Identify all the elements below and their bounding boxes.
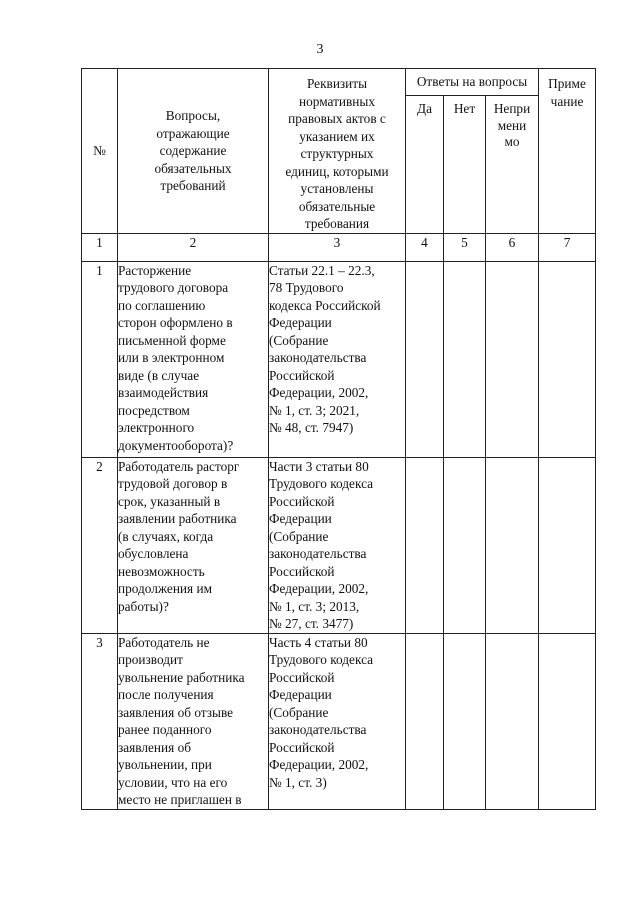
requisites-line: (Собрание: [269, 704, 329, 720]
requisites-cell: [269, 633, 406, 809]
question-line: по соглашению: [118, 297, 206, 313]
question-line: сторон оформлено в: [118, 315, 233, 330]
question-line: виде (в случае: [118, 367, 200, 383]
answer-yes-cell[interactable]: [406, 457, 444, 633]
requisites-line: Российской: [269, 493, 335, 509]
header-requisites-line: требования: [304, 216, 370, 231]
header-questions: [118, 69, 269, 234]
answer-yes-cell[interactable]: [406, 261, 444, 457]
question-line: место не приглашен в: [118, 792, 242, 807]
header-requisites-line: обязательные: [298, 198, 376, 214]
requisites-line: № 27, ст. 3477): [269, 616, 354, 631]
question-line: заявления об отзыве: [118, 704, 234, 720]
question-line: производит: [118, 652, 183, 667]
note-cell[interactable]: [539, 457, 596, 633]
column-index-cell: 7: [539, 233, 596, 261]
question-line: заявления об: [118, 739, 191, 755]
question-line: после получения: [118, 687, 214, 702]
row-number: 3: [82, 633, 118, 809]
requisites-line: Федерации: [269, 315, 332, 330]
header-na-line: Непри: [493, 101, 531, 116]
answer-no-cell[interactable]: [444, 633, 486, 809]
answer-na-cell[interactable]: [486, 633, 539, 809]
question-line: письменной форме: [118, 332, 226, 348]
question-line: Расторжение: [118, 262, 192, 278]
requisites-cell: [269, 261, 406, 457]
question-line: продолжения им: [118, 581, 213, 596]
header-requisites-line: указанием их: [299, 128, 375, 144]
requisites-line: Части 3 статьи 80: [269, 458, 369, 474]
header-yes: Да: [406, 96, 444, 234]
header-not-applicable: [486, 96, 539, 234]
header-na-line: мо: [504, 134, 520, 149]
question-cell: [118, 457, 269, 633]
header-note: [539, 69, 596, 234]
column-index-row: [82, 233, 596, 261]
requisites-line: № 48, ст. 7947): [269, 420, 354, 435]
requisites-line: Российской: [269, 367, 335, 383]
question-line: Работодатель не: [118, 634, 210, 650]
question-line: невозможность: [118, 563, 205, 579]
column-index-cell: 5: [444, 233, 486, 261]
answer-na-cell[interactable]: [486, 457, 539, 633]
requisites-line: Трудового кодекса: [269, 476, 374, 491]
requisites-line: Российской: [269, 563, 335, 579]
column-index-cell: 6: [486, 233, 539, 261]
question-line: Работодатель расторг: [118, 458, 240, 474]
row-number: 2: [82, 457, 118, 633]
question-line: трудового договора: [118, 280, 229, 295]
table-row: [82, 457, 596, 633]
requisites-line: Федерации, 2002,: [269, 581, 369, 596]
requisites-line: 78 Трудового: [269, 280, 344, 295]
question-line: ранее поданного: [118, 722, 212, 737]
requisites-line: Часть 4 статьи 80: [269, 634, 368, 650]
header-num: №: [82, 69, 118, 234]
question-line: увольнение работника: [118, 669, 245, 685]
question-line: или в электронном: [118, 350, 225, 365]
header-note-line: Приме: [548, 76, 586, 91]
answer-na-cell[interactable]: [486, 261, 539, 457]
table-row: [82, 261, 596, 457]
answer-no-cell[interactable]: [444, 261, 486, 457]
requisites-line: № 1, ст. 3; 2021,: [269, 402, 360, 418]
question-line: трудовой договор в: [118, 476, 228, 491]
requisites-line: законодательства: [269, 350, 367, 365]
question-line: обусловлена: [118, 546, 189, 561]
column-index-cell: 1: [82, 233, 118, 261]
header-requisites-line: правовых актов с: [288, 111, 386, 126]
question-line: работы)?: [118, 598, 169, 614]
row-number: 1: [82, 261, 118, 457]
note-cell[interactable]: [539, 633, 596, 809]
header-note-line: чание: [550, 93, 584, 109]
requisites-line: Статьи 22.1 – 22.3,: [269, 262, 375, 278]
question-line: взаимодействия: [118, 385, 209, 400]
answer-yes-cell[interactable]: [406, 633, 444, 809]
header-requisites-line: единиц, которыми: [285, 163, 389, 179]
header-no: Нет: [444, 96, 486, 234]
requisites-line: Федерации: [269, 687, 332, 702]
requisites-line: № 1, ст. 3): [269, 774, 327, 790]
header-answers: Ответы на вопросы: [406, 69, 539, 96]
header-questions-line: обязательных: [154, 160, 232, 176]
question-line: срок, указанный в: [118, 493, 221, 509]
question-cell: [118, 633, 269, 809]
header-requisites-line: нормативных: [299, 93, 375, 109]
checklist-table: [81, 68, 596, 810]
requisites-line: № 1, ст. 3; 2013,: [269, 598, 360, 614]
question-line: (в случаях, когда: [118, 528, 214, 544]
question-line: электронного: [118, 420, 195, 435]
answer-no-cell[interactable]: [444, 457, 486, 633]
question-line: документооборота)?: [118, 437, 234, 453]
header-requisites: [269, 69, 406, 234]
table-row: [82, 633, 596, 809]
note-cell[interactable]: [539, 261, 596, 457]
requisites-line: Федерации: [269, 511, 332, 526]
header-requisites-line: структурных: [300, 146, 374, 161]
requisites-cell: [269, 457, 406, 633]
requisites-line: Трудового кодекса: [269, 652, 374, 667]
header-questions-line: требований: [160, 178, 226, 193]
question-line: заявлении работника: [118, 511, 237, 526]
question-cell: [118, 261, 269, 457]
requisites-line: Федерации, 2002,: [269, 385, 369, 400]
column-index-cell: 4: [406, 233, 444, 261]
column-index-cell: 3: [269, 233, 406, 261]
question-line: условии, что на его: [118, 774, 228, 790]
header-requisites-line: установлены: [300, 181, 374, 196]
header-questions-line: Вопросы,: [165, 108, 221, 123]
requisites-line: Российской: [269, 739, 335, 755]
page-number: 3: [316, 42, 324, 57]
header-questions-line: содержание: [159, 143, 227, 158]
table-header-row: [82, 69, 596, 96]
header-requisites-line: Реквизиты: [306, 76, 368, 91]
requisites-line: (Собрание: [269, 332, 329, 348]
requisites-line: кодекса Российской: [269, 297, 381, 313]
requisites-line: Федерации, 2002,: [269, 757, 369, 772]
requisites-line: (Собрание: [269, 528, 329, 544]
column-index-cell: 2: [118, 233, 269, 261]
header-questions-line: отражающие: [156, 125, 230, 141]
header-na-line: мени: [497, 117, 527, 133]
requisites-line: Российской: [269, 669, 335, 685]
question-line: увольнении, при: [118, 757, 212, 772]
question-line: посредством: [118, 402, 190, 418]
requisites-line: законодательства: [269, 546, 367, 561]
requisites-line: законодательства: [269, 722, 367, 737]
